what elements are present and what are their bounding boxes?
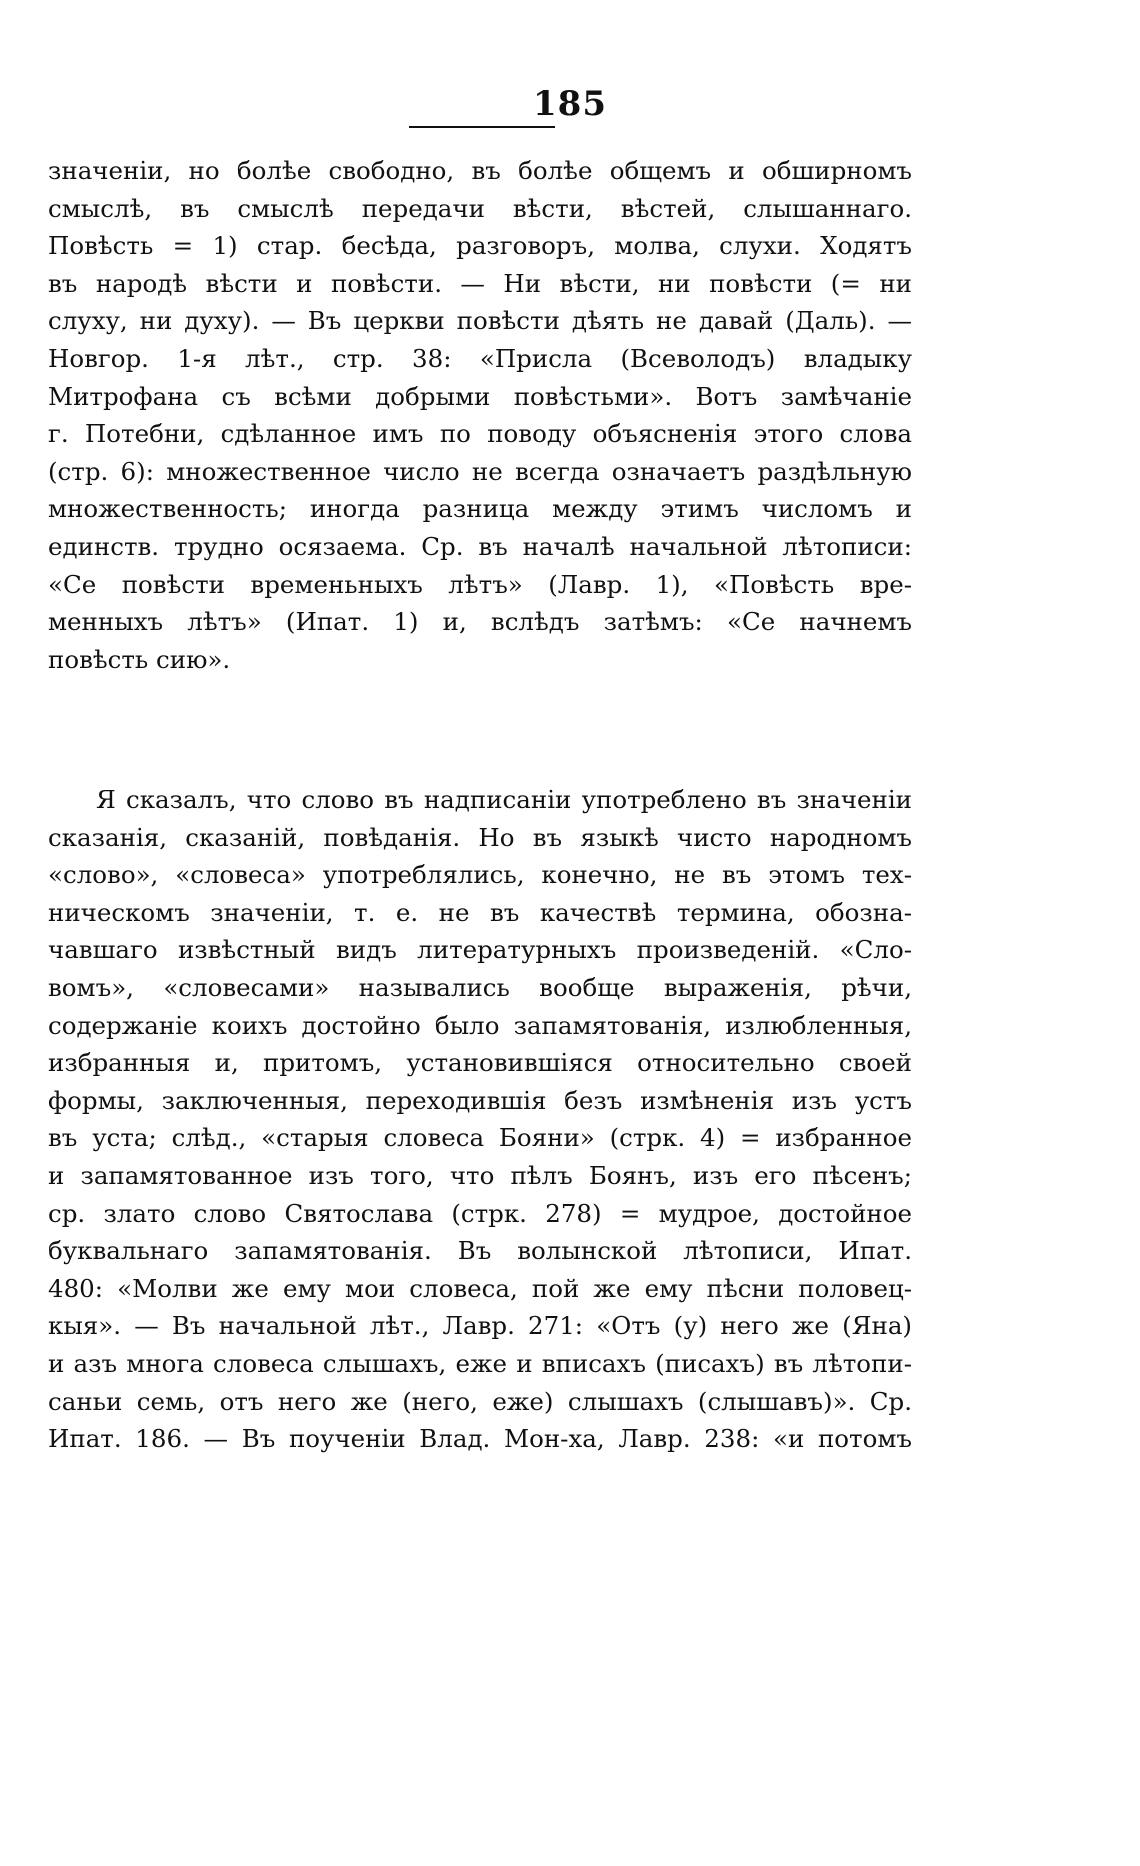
text-line: Новгор. 1-я лѣт., стр. 38: «Присла (Всеволодъ) владыку: [48, 343, 912, 373]
text-line: слуху, ни духу). — Въ церкви повѣсти дѣять не давай (Даль). —: [48, 306, 912, 336]
paragraph-2: [48, 781, 912, 1458]
text-line: ническомъ значенiи, т. е. не въ качествѣ термина, обозна-: [48, 897, 912, 927]
text-line: значенiи, но болѣе свободно, въ болѣе общемъ и обширномъ: [48, 156, 912, 185]
text-line: въ народѣ вѣсти и повѣсти. — Ни вѣсти, ни повѣсти (= ни: [48, 268, 912, 298]
text-line: повѣсть сию».: [48, 644, 231, 674]
text-line: Митрофана съ всѣми добрыми повѣстьми». Вотъ замѣчанiе: [48, 381, 912, 411]
text-line: Повѣсть = 1) стар. бесѣда, разговоръ, молва, слухи. Ходятъ: [48, 231, 912, 261]
text-line: въ уста; слѣд., «старыя словеса Бояни» (стрк. 4) = избранное: [48, 1123, 912, 1153]
text-line: смыслѣ, въ смыслѣ передачи вѣсти, вѣстей, слышаннаго.: [48, 193, 912, 223]
text-line: кыя». — Въ начальной лѣт., Лавр. 271: «Отъ (у) него же (Яна): [48, 1311, 912, 1341]
text-line: 480: «Молви же ему мои словеса, пой же ему пѣсни половец-: [48, 1273, 912, 1303]
text-line: ср. злато слово Святослава (стрк. 278) = мудрое, достойное: [48, 1198, 912, 1228]
text-line: избранныя и, притомъ, установившiяся относительно своей: [48, 1048, 912, 1078]
text-line: саньи семь, отъ него же (него, еже) слышахъ (слышавъ)». Ср.: [48, 1386, 912, 1416]
text-line: буквальнаго запамятованiя. Въ волынской лѣтописи, Ипат.: [48, 1236, 912, 1266]
text-line: единств. трудно осязаема. Ср. въ началѣ начальной лѣтописи:: [48, 531, 912, 561]
paragraph-1: [48, 152, 912, 678]
text-line: и запамятованное изъ того, что пѣлъ Боянъ, изъ его пѣсенъ;: [48, 1160, 912, 1190]
text-line: вомъ», «словесами» назывались вообще выраженiя, рѣчи,: [48, 972, 912, 1002]
text-line: формы, заключенныя, переходившiя безъ измѣненiя изъ устъ: [48, 1085, 912, 1115]
text-line: «слово», «словеса» употреблялись, конечно, не въ этомъ тех-: [48, 860, 912, 890]
header-rule: [409, 126, 555, 128]
page-number: 185: [533, 84, 607, 124]
text-line: Ипат. 186. — Въ поученiи Влад. Мон-ха, Лавр. 238: «и потомъ: [48, 1424, 912, 1454]
text-line: г. Потебни, сдѣланное имъ по поводу объясненiя этого слова: [48, 419, 912, 449]
text-line: менныхъ лѣтъ» (Ипат. 1) и, вслѣдъ затѣмъ: «Се начнемъ: [48, 607, 912, 637]
text-line: множественность; иногда разница между этимъ числомъ и: [48, 494, 912, 524]
text-line: содержанiе коихъ достойно было запамятованiя, излюбленныя,: [48, 1010, 912, 1040]
text-line: Я сказалъ, что слово въ надписанiи употреблено въ значенiи: [96, 785, 912, 814]
text-line: и азъ многа словеса слышахъ, еже и вписахъ (писахъ) въ лѣтопи-: [48, 1348, 912, 1378]
text-line: сказанiя, сказанiй, повѣданiя. Но въ языкѣ чисто народномъ: [48, 822, 912, 852]
text-line: «Се повѣсти временьныхъ лѣтъ» (Лавр. 1), «Повѣсть вре-: [48, 569, 912, 599]
text-line: чавшаго извѣстный видъ литературныхъ произведенiй. «Сло-: [48, 935, 912, 965]
text-line: (стр. 6): множественное число не всегда означаетъ раздѣльную: [48, 456, 912, 486]
